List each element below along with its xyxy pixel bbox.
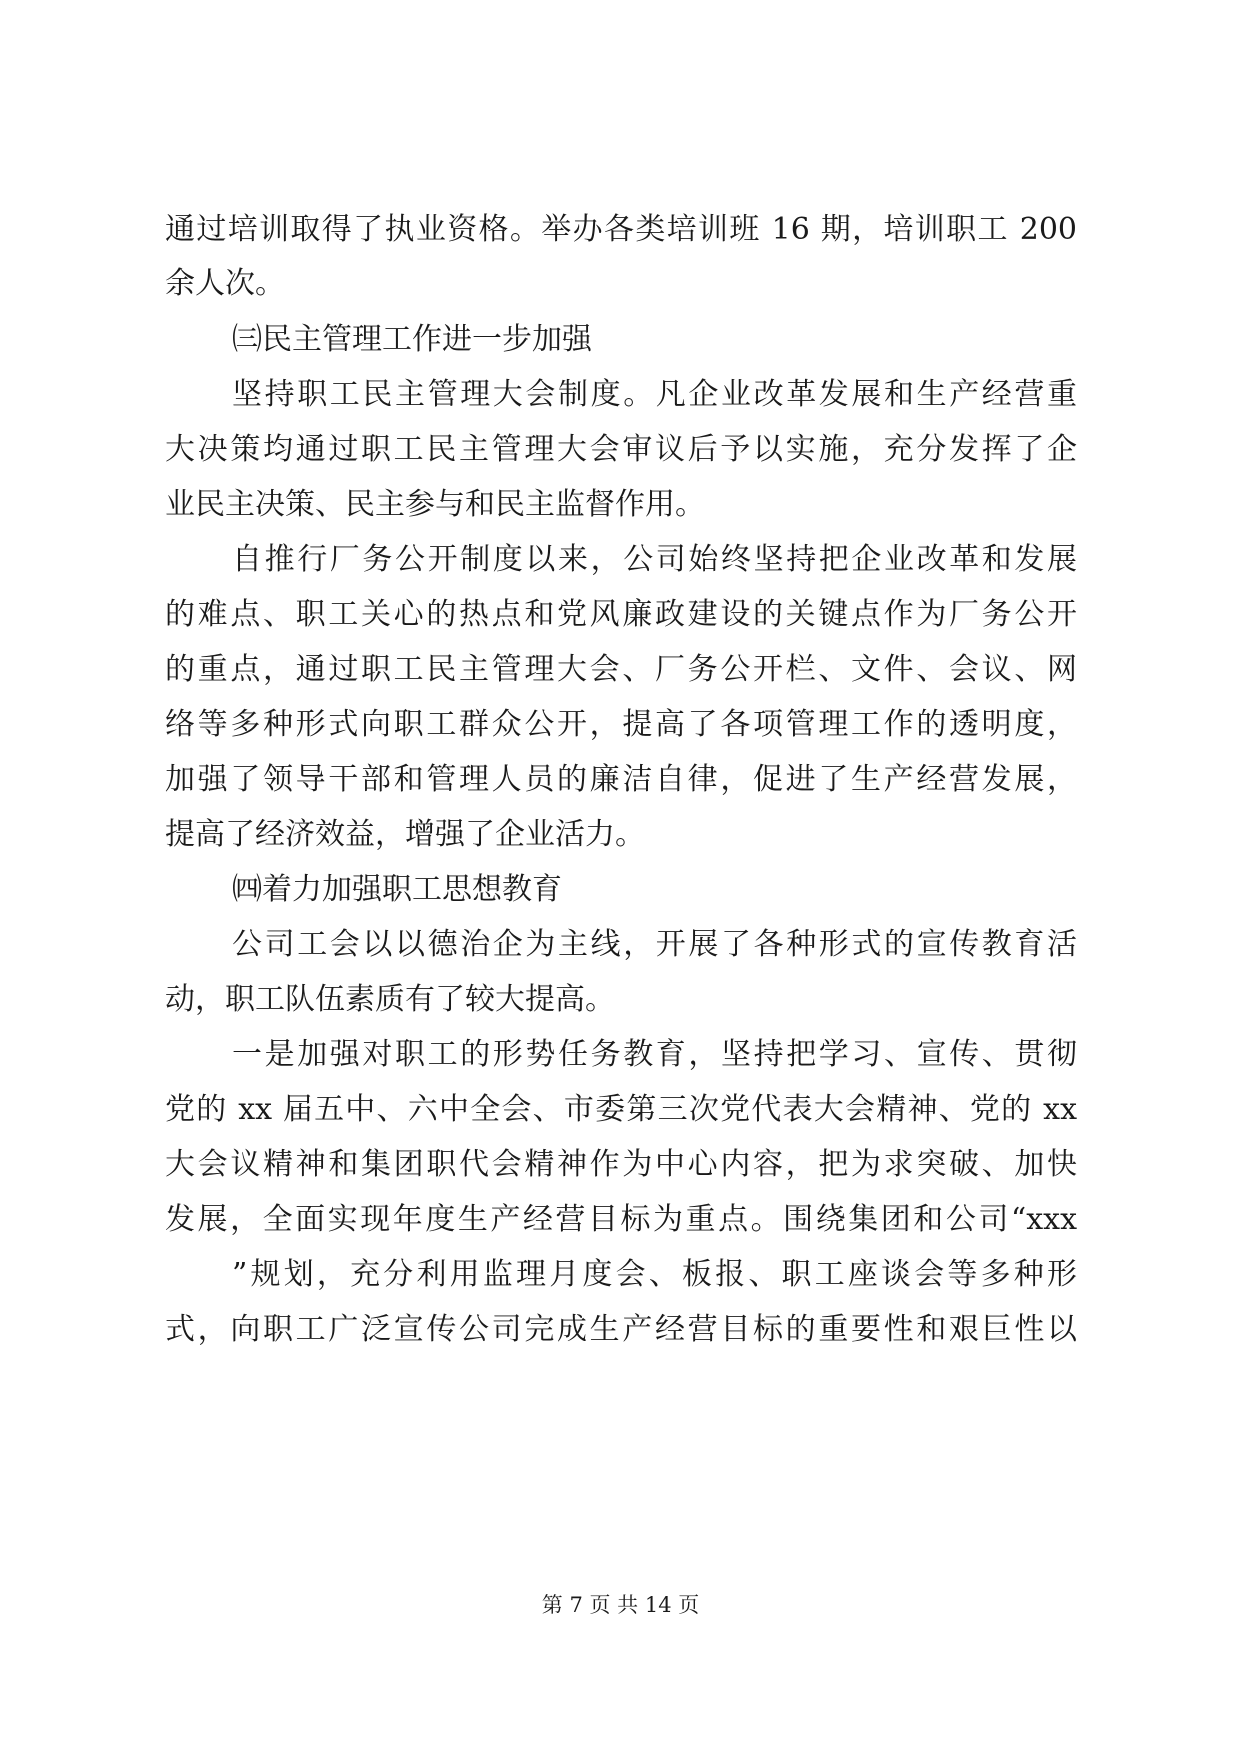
text-line: 自推行厂务公开制度以来，公司始终坚持把企业改革和发展 — [232, 542, 1077, 577]
text-line: 一是加强对职工的形势任务教育，坚持把学习、宣传、贯彻 — [232, 1037, 1077, 1072]
text-line: 发展，全面实现年度生产经营目标为重点。围绕集团和公司“xxx — [165, 1202, 1077, 1237]
text-line: 络等多种形式向职工群众公开，提高了各项管理工作的透明度， — [165, 707, 1077, 742]
text-line: 的重点，通过职工民主管理大会、厂务公开栏、文件、会议、网 — [165, 652, 1077, 687]
text-line: 提高了经济效益，增强了企业活力。 — [165, 817, 645, 852]
text-line: 的难点、职工关心的热点和党风廉政建设的关键点作为厂务公开 — [165, 597, 1077, 632]
text-line: 式，向职工广泛宣传公司完成生产经营目标的重要性和艰巨性以 — [165, 1312, 1077, 1347]
text-line: 大会议精神和集团职代会精神作为中心内容，把为求突破、加快 — [165, 1147, 1077, 1182]
text-line: 业民主决策、民主参与和民主监督作用。 — [165, 487, 705, 522]
text-line: 党的 xx 届五中、六中全会、市委第三次党代表大会精神、党的 xx — [165, 1092, 1077, 1127]
section-heading: ㈣着力加强职工思想教育 — [232, 872, 562, 907]
page-footer: 第 7 页 共 14 页 — [541, 1593, 700, 1617]
text-line: 大决策均通过职工民主管理大会审议后予以实施，充分发挥了企 — [165, 432, 1077, 467]
text-line: 动，职工队伍素质有了较大提高。 — [165, 982, 615, 1017]
text-line: 余人次。 — [165, 266, 285, 301]
text-line: ”规划，充分利用监理月度会、板报、职工座谈会等多种形 — [232, 1257, 1077, 1292]
section-heading: ㈢民主管理工作进一步加强 — [232, 322, 592, 357]
text-line: 加强了领导干部和管理人员的廉洁自律，促进了生产经营发展， — [165, 762, 1077, 797]
text-line: 通过培训取得了执业资格。举办各类培训班 16 期，培训职工 200 — [165, 212, 1077, 247]
text-line: 公司工会以以德治企为主线，开展了各种形式的宣传教育活 — [232, 927, 1077, 962]
text-line: 坚持职工民主管理大会制度。凡企业改革发展和生产经营重 — [232, 377, 1077, 412]
